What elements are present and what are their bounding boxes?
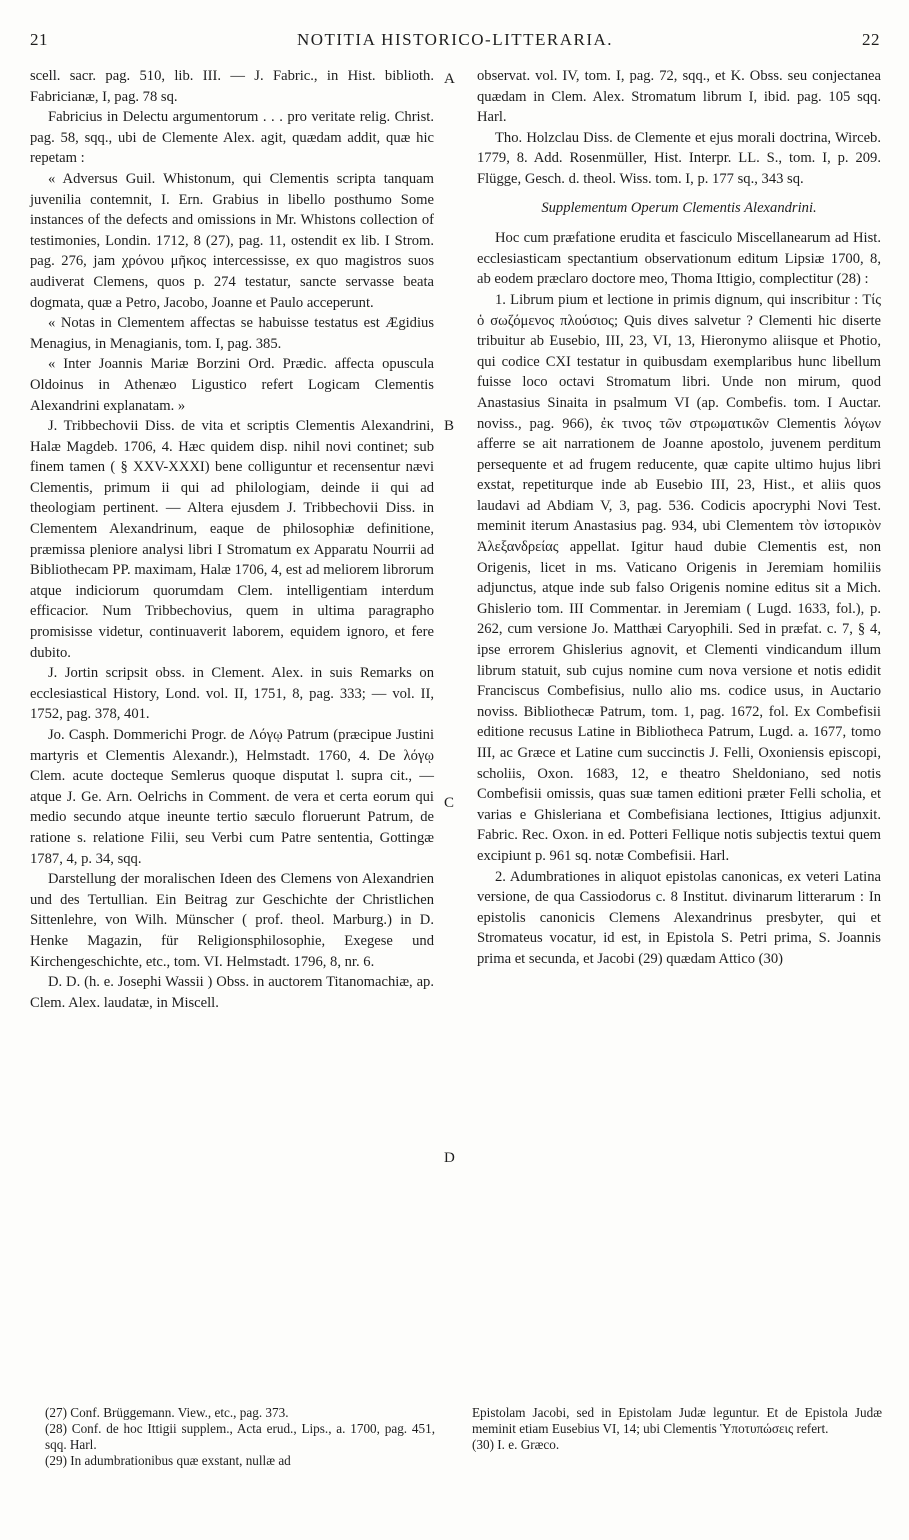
paragraph: Fabricius in Delectu argumentorum . . . pro veritate relig. Christ. pag. 58, sqq., ubi de Clemente Alex. agit, quædam addit, quæ hic repetam : — [30, 109, 434, 167]
footnote: (28) Conf. de hoc Ittigii supplem., Acta erud., Lips., a. 1700, pag. 451, sqq. Harl. — [45, 1421, 435, 1452]
running-header — [30, 30, 880, 56]
running-title: NOTITIA HISTORICO-LITTERARIA. — [296, 30, 614, 49]
footnote: (29) In adumbrationibus quæ exstant, nullæ ad — [45, 1453, 291, 1468]
paragraph: J. Tribbechovii Diss. de vita et scriptis Clementis Alexandrini, Halæ Magdeb. 1706, 4. Hæc quidem disp. nihil novi continet; sub finem tamen ( § XXV-XXXI) bene colliguntur et recensentur nævi Clementis, primum ii qui ad philologiam, deinde ii qui ad theologiam pertinent. — Altera ejusdem J. Tribbechovii Diss. in Clementem Alexandrinum, eaque de philosophiæ definitione, præmissa pleniore analysi libri I Stromatum ex Apparatu Nourrii ad Bibliothecam PP. maximam, Halæ 1706, 4, est ad meliorem librorum atque indiciorum quorumdam Clem. intelligentiam interdum efficacior. Num Tribbechovius, quem in ultima paragrapho promisisse videtur, continuaverit laborem, equidem ignoro, et fere dubito. — [30, 418, 434, 661]
paragraph: scell. sacr. pag. 510, lib. III. — J. Fabric., in Hist. biblioth. Fabricianæ, I, pag. 78 sq. — [30, 68, 434, 105]
page-number-right: 22 — [862, 30, 880, 49]
paragraph: « Notas in Clementem affectas se habuisse testatus est Ægidius Menagius, in Menagianis, tom. I, pag. 385. — [30, 315, 434, 352]
margin-letter-b: B — [444, 418, 455, 434]
paragraph: Jo. Casph. Dommerichi Progr. de Λόγῳ Patrum (præcipue Justini martyris et Clementis Alexandr.), Helmstadt. 1760, 4. De λόγῳ Clem. acute docteque Semlerus quoque disputat l. supra cit., — atque J. Ge. Arn. Oelrichs in Comment. de vera et certa eorum qui medio secundo atque ineunte tertio sæculo floruerunt Patrum, de ratione s. relatione Filii, seu Verbi cum Patre sententia, Gottingæ 1787, 4, p. 34, sqq. — [30, 727, 434, 867]
paragraph: 2. Adumbrationes in aliquot epistolas canonicas, ex veteri Latina versione, de qua Cassiodorus c. 8 Institut. divinarum litterarum : In epistolis canonicis Clemens Alexandrinus presbyter, qui et Stromateus vocatur, id est, in Epistola S. Petri prima, S. Joannis prima et secunda, et Jacobi (29) quædam Attico (30) — [477, 868, 881, 967]
page-number-left: 21 — [30, 30, 48, 49]
right-column — [477, 66, 881, 970]
margin-letter-a: A — [444, 71, 455, 87]
paragraph: J. Jortin scripsit obss. in Clement. Alex. in suis Remarks on ecclesiastical History, Lond. vol. II, 1751, 8, pag. 333; — vol. II, 1752, pag. 378, 401. — [30, 665, 434, 723]
paragraph: « Adversus Guil. Whistonum, qui Clementis scripta tanquam juvenilia contemnit, I. Ern. Grabius in libello posthumo Some instances of the defects and omissions in Mr. Whistons collection of testimonies, Londin. 1712, 8 (27), pag. 11, ostendit ex lib. I Strom. pag. 276, jam χρόνου μῆκος intercessisse, ex quo magistros suos audiverat Clemens, quos p. 274 testatur, sancte servasse beata dogmata, quæ a Petro, Jacobo, Joanne et Paulo acceperunt. — [30, 170, 434, 311]
footnote: (27) Conf. Brüggemann. View., etc., pag. 373. — [45, 1405, 289, 1420]
paragraph: observat. vol. IV, tom. I, pag. 72, sqq., et K. Obss. seu conjectanea quædam in Clem. Alex. Stromatum librum I, ibid. pag. 105 sqq. Harl. — [477, 68, 881, 126]
paragraph: Tho. Holzclau Diss. de Clemente et ejus morali doctrina, Wirceb. 1779, 8. Add. Rosenmüller, Hist. Interpr. LL. S., tom. I, p. 209. Flügge, Gesch. d. theol. Wiss. tom. I, p. 177 sq., 343 sq. — [477, 129, 881, 187]
paragraph: Darstellung der moralischen Ideen des Clemens von Alexandrien und des Tertullian. Ein Beitrag zur Geschichte der Christlichen Sittenlehre, von Wilh. Münscher ( prof. theol. Marburg.) in D. Henke Magazin, für Religionsphilosophie, Exegese und Kirchengeschichte, etc., tom. VI. Helmstadt. 1796, 8, nr. 6. — [30, 871, 434, 970]
margin-letter-c: C — [444, 795, 455, 811]
paragraph: 1. Librum pium et lectione in primis dignum, qui inscribitur : Τίς ὁ σωζόμενος πλούσιος; Quis dives salvetur ? Clementi hic diserte tribuitur ab Eusebio, III, 23, VI, 13, Hieronymo aliisque et Photio, qui codice CXI testatur in quibusdam exemplaribus hunc libellum fuisse loco octavi Stromatum libri. Unde non mirum, quod Anastasius Sinaita in psalmum VI (ap. Combefis. tom. I Auctar. noviss., pag. 966), ἐκ τινος τῶν στρωματικῶν Clementis λόγων afferre se ait narrationem de Joanne apostolo, juvenem perditum persequente et ad frugem reducente, quæ capite ultimo hujus libri exstat, repetiturque inde ab Eusebio III, 23, Hist., et aliis quos laudavi ad Abdiam V, 3, pag. 536. Codicis apocryphi Novi Test. meminit iterum Anastasius pag. 934, ubi Clementem τὸν ἱστορικὸν Ἀλεξανδρείας appellat. Igitur haud dubie Clementis est, non Origenis, licet in ms. Vaticano Origenis in Jeremiam homiliis adjunctus, atque inde sub falso Origenis nomine editus sit a Mich. Ghislerio tom. III Commentar. in Jeremiam ( Lugd. 1633, fol.), p. 262, cum versione Jo. Matthæi Caryophili. Sed in præfat. c. 7, § 4, ipse errorem Ghislerius agnovit, et Clementi vindicandum illum librum statuit, sub cujus nomine cum nova versione et notis edidit Franciscus Combefisius, nullo alio ms. codice usus, in Auctario noviss. Bibliothecæ Patrum, tom. 1, pag. 1672, fol. Ex Combefisii editione recusus Latine in Bibliotheca Patrum, Lugd. a. 1677, tomo III, ac Græce et Latine cum succinctis J. Felli, Oxoniensis episcopi, scholiis, Oxon. 1683, 12, e theatro Sheldoniano, sed notis Combefisii omissis, quas suæ tamen editioni præter Felli scholia, et varias e Ghisleriana et Combefisiana lectiones, Ittigius adjunxit. Fabric. Rec. Oxon. in ed. Potteri Fellique notis subjectis textui quem excipiunt p. 961 sq. notæ Combefisii. Harl. — [477, 291, 881, 864]
paragraph: D. D. (h. e. Josephi Wassii ) Obss. in auctorem Titanomachiæ, ap. Clem. Alex. laudatæ, in Miscell. — [30, 974, 434, 1011]
paragraph: « Inter Joannis Mariæ Borzini Ord. Prædic. affecta opuscula Oldoinus in Athenæo Ligustico refert Logicam Clementis Alexandrini explanatam. » — [30, 356, 434, 414]
footnotes-left — [45, 1405, 435, 1469]
margin-letter-d: D — [444, 1150, 455, 1166]
paragraph: Hoc cum præfatione erudita et fasciculo Miscellanearum ad Hist. ecclesiasticam spectantium observationum editum Lipsiæ 1700, 8, ab eodem præclaro doctore meo, Thoma Ittigio, complectitur (28) : — [477, 230, 881, 288]
left-column — [30, 66, 434, 1013]
footnote: Epistolam Jacobi, sed in Epistolam Judæ leguntur. Et de Epistola Judæ meminit etiam Eusebius VI, 14; ubi Clementis Ὑποτυπώσεις refert. — [472, 1405, 882, 1436]
section-heading: Supplementum Operum Clementis Alexandrini. — [541, 199, 817, 216]
footnotes-right — [472, 1405, 882, 1453]
footnote: (30) I. e. Græco. — [472, 1437, 560, 1452]
